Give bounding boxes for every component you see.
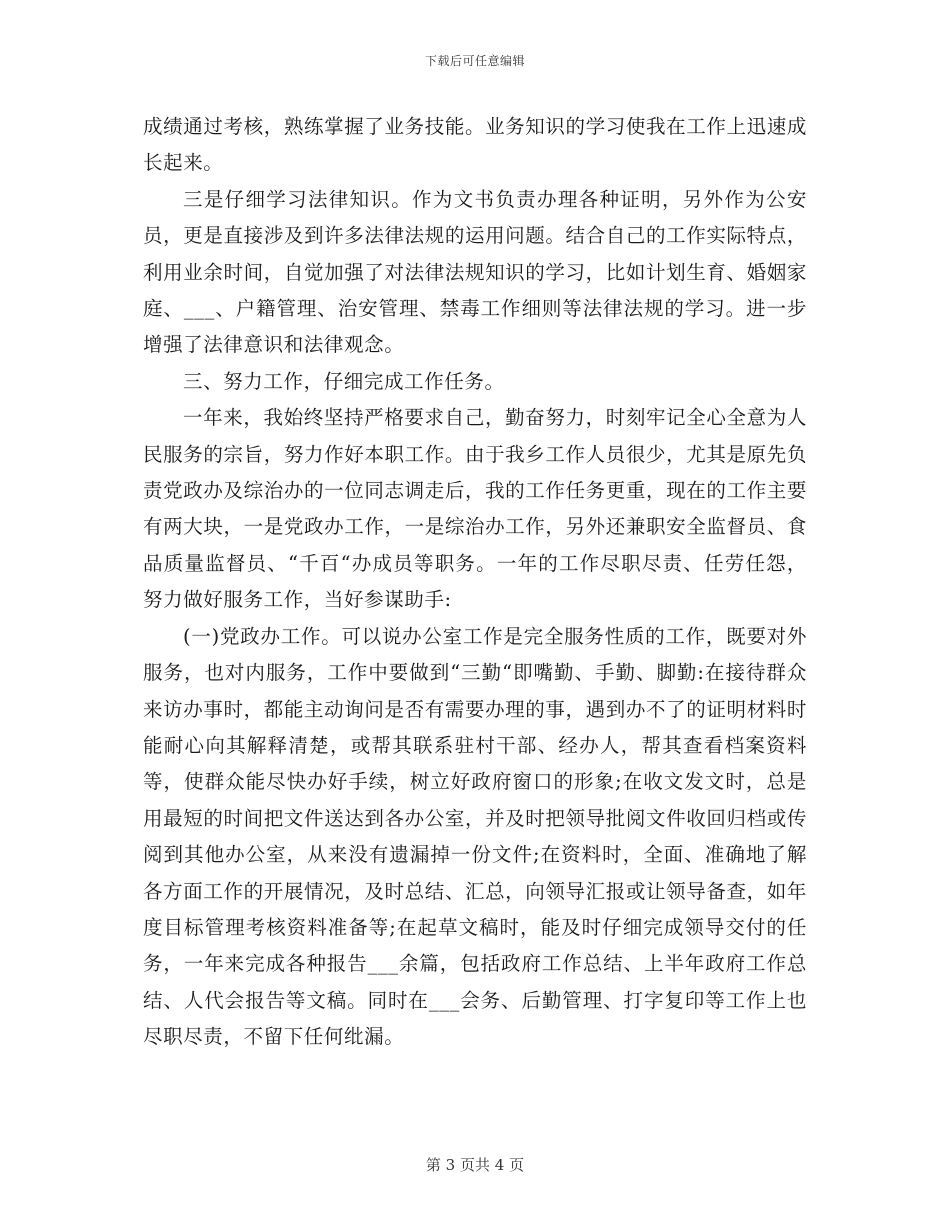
document-body xyxy=(143,109,807,1056)
section-heading: 三、努力工作，仔细完成工作任务。 xyxy=(183,369,505,393)
paragraph-continuation: 成绩通过考核，熟练掌握了业务技能。业务知识的学习使我在工作上迅速成长起来。 xyxy=(143,115,807,175)
paragraph-year-summary: 一年来，我始终坚持严格要求自己，勤奋努力，时刻牢记全心全意为人民服务的宗旨，努力作好本职工作。由于我乡工作人员很少，尤其是原先负责党政办及综治办的一位同志调走后，我的工作任务更重，现在的工作主要有两大块，一是党政办工作，一是综治办工作，另外还兼职安全监督员、食品质量监督员、“千百“办成员等职务。一年的工作尽职尽责、任劳任怨，努力做好服务工作，当好参谋助手: xyxy=(143,406,807,612)
page-header: 下载后可任意编辑 xyxy=(424,54,525,68)
paragraph-legal-knowledge: 三是仔细学习法律知识。作为文书负责办理各种证明，另外作为公安员，更是直接涉及到许多法律法规的运用问题。结合自己的工作实际特点，利用业余时间，自觉加强了对法律法规知识的学习，比如计划生育、婚姻家庭、___、户籍管理、治安管理、禁毒工作细则等法律法规的学习。进一步增强了法律意识和法律观念。 xyxy=(143,187,807,357)
page-number: 第 3 页共 4 页 xyxy=(425,1156,525,1174)
paragraph-party-office-work: (一)党政办工作。可以说办公室工作是完全服务性质的工作，既要对外服务，也对内服务，工作中要做到“三勤“即嘴勤、手勤、脚勤:在接待群众来访办事时，都能主动询问是否有需要办理的事，遇到办不了的证明材料时能耐心向其解释清楚，或帮其联系驻村干部、经办人，帮其查看档案资料等，使群众能尽快办好手续，树立好政府窗口的形象;在收文发文时，总是用最短的时间把文件送达到各办公室，并及时把领导批阅文件收回归档或传阅到其他办公室，从来没有遗漏掉一份文件;在资料时，全面、准确地了解各方面工作的开展情况，及时总结、汇总，向领导汇报或让领导备查，如年度目标管理考核资料准备等;在起草文稿时，能及时仔细完成领导交付的任务，一年来完成各种报告___余篇，包括政府工作总结、上半年政府工作总结、人代会报告等文稿。同时在___会务、后勤管理、打字复印等工作上也尽职尽责，不留下任何纰漏。 xyxy=(143,624,807,1049)
